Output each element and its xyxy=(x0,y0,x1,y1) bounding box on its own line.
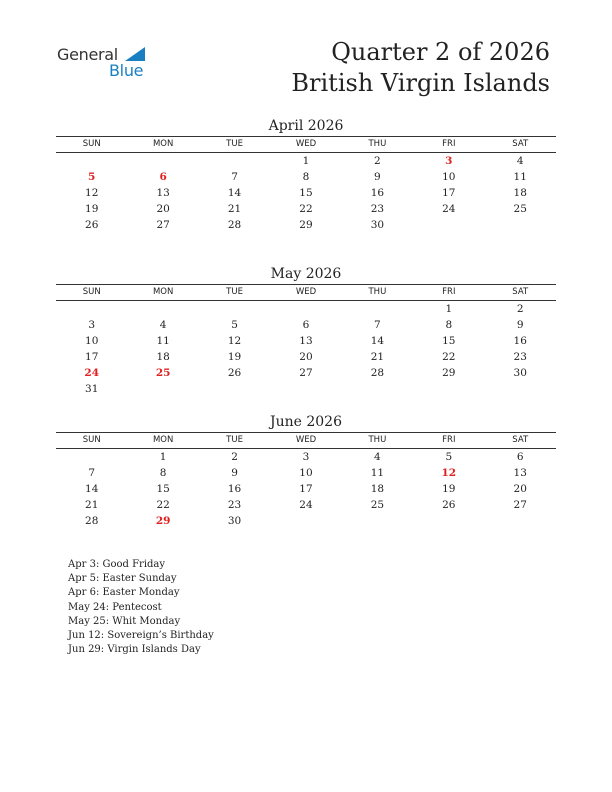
weekday-label: MON xyxy=(152,435,174,445)
empty-day-cell xyxy=(127,381,198,397)
holiday-note: Apr 5: Easter Sunday xyxy=(68,573,177,585)
day-cell: 1 xyxy=(445,303,453,315)
week-row xyxy=(56,185,556,201)
holiday-note: May 25: Whit Monday xyxy=(68,615,181,627)
title-country: British Virgin Islands xyxy=(291,69,550,97)
weekday-label: SAT xyxy=(512,287,529,297)
empty-day-cell xyxy=(342,301,413,317)
day-cell: 19 xyxy=(442,483,456,495)
day-cell: 21 xyxy=(85,499,99,511)
empty-day-cell xyxy=(199,381,270,397)
day-cell: 18 xyxy=(156,351,170,363)
day-cell: 14 xyxy=(227,187,242,199)
day-cell: 2 xyxy=(374,155,381,167)
empty-day-cell xyxy=(127,153,198,169)
weekday-label: TUE xyxy=(226,435,243,445)
day-cell: 30 xyxy=(513,367,527,379)
day-cell: 15 xyxy=(299,187,313,199)
day-cell: 11 xyxy=(156,335,170,347)
day-cell: 29 xyxy=(442,367,456,379)
day-cell: 24 xyxy=(442,203,456,215)
month-name: April 2026 xyxy=(268,118,344,134)
day-cell: 20 xyxy=(299,351,313,363)
day-cell: 6 xyxy=(516,451,524,463)
day-cell: 27 xyxy=(156,219,170,231)
holiday-note: Apr 3: Good Friday xyxy=(68,559,166,570)
weekday-header xyxy=(56,284,556,301)
day-cell: 8 xyxy=(445,319,453,331)
empty-day-cell xyxy=(342,513,413,529)
weekday-label: THU xyxy=(368,139,387,149)
empty-day-cell xyxy=(485,513,556,529)
day-cell: 6 xyxy=(302,319,310,331)
holiday-day-cell: 24 xyxy=(84,367,100,379)
day-cell: 13 xyxy=(513,467,527,479)
day-cell: 15 xyxy=(442,335,456,347)
day-cell: 27 xyxy=(299,367,313,379)
day-cell: 7 xyxy=(374,319,381,331)
logo-triangle-icon xyxy=(125,47,145,61)
holiday-note: May 24: Pentecost xyxy=(68,601,162,613)
day-cell: 9 xyxy=(374,171,381,183)
weekday-label: MON xyxy=(152,287,174,297)
weekday-label: FRI xyxy=(442,435,456,445)
day-cell: 21 xyxy=(370,351,385,363)
month-april xyxy=(56,116,556,233)
day-cell: 5 xyxy=(445,451,453,463)
weekday-label: FRI xyxy=(442,287,456,297)
day-cell: 26 xyxy=(85,219,99,231)
empty-day-cell xyxy=(485,217,556,233)
weekday-label: TUE xyxy=(226,287,243,297)
empty-day-cell xyxy=(413,381,484,397)
weekday-label: THU xyxy=(368,287,387,297)
empty-day-cell xyxy=(270,513,341,529)
day-cell: 18 xyxy=(370,483,385,495)
day-cell: 30 xyxy=(227,515,242,527)
day-cell: 20 xyxy=(156,203,170,215)
day-cell: 3 xyxy=(88,319,96,331)
day-cell: 26 xyxy=(227,367,242,379)
weekday-label: FRI xyxy=(442,139,456,149)
holiday-day-cell: 25 xyxy=(155,367,171,379)
empty-day-cell xyxy=(199,301,270,317)
day-cell: 11 xyxy=(370,467,385,479)
day-cell: 16 xyxy=(513,335,527,347)
weekday-label: SAT xyxy=(512,435,529,445)
day-cell: 22 xyxy=(299,203,313,215)
day-cell: 9 xyxy=(231,467,238,479)
day-cell: 16 xyxy=(370,187,385,199)
day-cell: 23 xyxy=(227,499,242,511)
week-row xyxy=(56,349,556,365)
holiday-day-cell: 3 xyxy=(445,155,453,167)
generalblue-logo xyxy=(57,45,157,83)
week-row xyxy=(56,513,556,529)
day-cell: 16 xyxy=(227,483,242,495)
day-cell: 10 xyxy=(85,335,99,347)
weekday-label: WED xyxy=(295,435,317,445)
weekday-label: TUE xyxy=(226,139,243,149)
day-cell: 7 xyxy=(231,171,238,183)
day-cell: 28 xyxy=(85,515,99,527)
day-cell: 5 xyxy=(231,319,238,331)
day-cell: 19 xyxy=(227,351,242,363)
holiday-day-cell: 29 xyxy=(155,515,171,527)
day-cell: 1 xyxy=(302,155,310,167)
week-row xyxy=(56,465,556,481)
holiday-note: Jun 29: Virgin Islands Day xyxy=(68,644,201,656)
empty-day-cell xyxy=(56,153,127,169)
day-cell: 26 xyxy=(442,499,456,511)
weekday-label: SAT xyxy=(512,139,529,149)
holiday-day-cell: 12 xyxy=(441,467,457,479)
empty-day-cell xyxy=(413,513,484,529)
week-row xyxy=(56,381,556,397)
day-cell: 4 xyxy=(516,155,524,167)
week-row xyxy=(56,201,556,217)
day-cell: 25 xyxy=(370,499,385,511)
month-name: June 2026 xyxy=(269,414,342,430)
month-name: May 2026 xyxy=(270,266,342,282)
week-row xyxy=(56,153,556,169)
day-cell: 7 xyxy=(88,467,96,479)
holiday-day-cell: 5 xyxy=(88,171,96,183)
day-cell: 24 xyxy=(299,499,313,511)
weekday-header xyxy=(56,432,556,449)
logo-general-text: General xyxy=(57,45,118,64)
day-cell: 14 xyxy=(85,483,99,495)
day-cell: 22 xyxy=(156,499,170,511)
day-cell: 28 xyxy=(370,367,385,379)
day-cell: 13 xyxy=(156,187,170,199)
day-cell: 25 xyxy=(513,203,527,215)
weekday-label: WED xyxy=(295,287,317,297)
empty-day-cell xyxy=(56,301,127,317)
day-cell: 23 xyxy=(370,203,385,215)
day-cell: 4 xyxy=(374,451,381,463)
day-cell: 23 xyxy=(513,351,527,363)
day-cell: 8 xyxy=(302,171,310,183)
weekday-label: WED xyxy=(295,139,317,149)
day-cell: 19 xyxy=(85,203,99,215)
month-june xyxy=(56,412,556,529)
day-cell: 21 xyxy=(227,203,242,215)
day-cell: 12 xyxy=(227,335,242,347)
day-cell: 10 xyxy=(299,467,313,479)
week-row xyxy=(56,217,556,233)
day-cell: 2 xyxy=(516,303,524,315)
empty-day-cell xyxy=(342,381,413,397)
day-cell: 3 xyxy=(302,451,310,463)
day-cell: 27 xyxy=(513,499,527,511)
logo-blue-text: Blue xyxy=(109,61,144,80)
weekday-label: SUN xyxy=(82,287,101,297)
day-cell: 4 xyxy=(159,319,167,331)
day-cell: 31 xyxy=(85,383,99,395)
weekday-label: SUN xyxy=(82,139,101,149)
weekday-header xyxy=(56,136,556,153)
day-cell: 29 xyxy=(299,219,313,231)
week-row xyxy=(56,481,556,497)
week-row xyxy=(56,333,556,349)
month-may xyxy=(56,264,556,397)
empty-day-cell xyxy=(127,301,198,317)
week-row xyxy=(56,497,556,513)
weekday-label: THU xyxy=(368,435,387,445)
holiday-day-cell: 6 xyxy=(159,171,167,183)
week-row xyxy=(56,317,556,333)
holiday-note: Apr 6: Easter Monday xyxy=(68,587,180,599)
holiday-notes xyxy=(68,558,214,657)
day-cell: 15 xyxy=(156,483,170,495)
weekday-label: MON xyxy=(152,139,174,149)
page-title xyxy=(291,37,550,99)
day-cell: 20 xyxy=(513,483,527,495)
holiday-note: Jun 12: Sovereign’s Birthday xyxy=(68,630,214,642)
empty-day-cell xyxy=(270,381,341,397)
day-cell: 2 xyxy=(231,451,238,463)
day-cell: 1 xyxy=(159,451,167,463)
day-cell: 11 xyxy=(513,171,527,183)
day-cell: 8 xyxy=(159,467,167,479)
empty-day-cell xyxy=(413,217,484,233)
week-row xyxy=(56,365,556,381)
day-cell: 22 xyxy=(442,351,456,363)
day-cell: 17 xyxy=(442,187,456,199)
day-cell: 12 xyxy=(85,187,99,199)
empty-day-cell xyxy=(485,381,556,397)
week-row xyxy=(56,449,556,465)
day-cell: 17 xyxy=(85,351,99,363)
empty-day-cell xyxy=(199,153,270,169)
weekday-label: SUN xyxy=(82,435,101,445)
day-cell: 18 xyxy=(513,187,527,199)
title-quarter: Quarter 2 of 2026 xyxy=(331,38,550,66)
day-cell: 28 xyxy=(227,219,242,231)
week-row xyxy=(56,301,556,317)
day-cell: 10 xyxy=(442,171,456,183)
day-cell: 30 xyxy=(370,219,385,231)
day-cell: 9 xyxy=(516,319,524,331)
empty-day-cell xyxy=(56,449,127,465)
day-cell: 14 xyxy=(370,335,385,347)
week-row xyxy=(56,169,556,185)
empty-day-cell xyxy=(270,301,341,317)
day-cell: 17 xyxy=(299,483,313,495)
day-cell: 13 xyxy=(299,335,313,347)
